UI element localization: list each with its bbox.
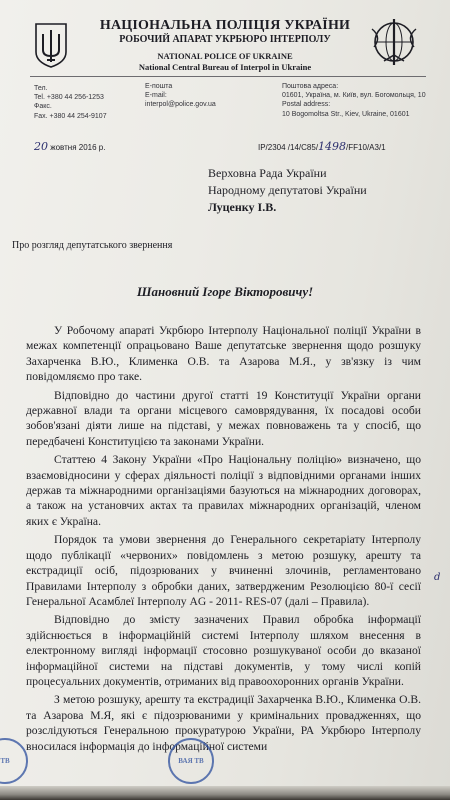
body-paragraph: Відповідно до частини другої статті 19 Конституції України органи державної влади та органи місцевого самоврядування, їх посадові особи зобов'язані діяти лише на підставі, у межах повноважень та у спосіб, що передбачені Конституцією та законами України. (26, 388, 421, 448)
letter-body (26, 323, 421, 757)
ref-prefix: IP/2304 /14/С85/ (258, 143, 319, 152)
salutation: Шановний Ігоре Вікторовичу! (136, 284, 314, 299)
letter-subject: Про розгляд депутатського звернення (12, 240, 173, 251)
date-day-handwritten: 20 (34, 140, 48, 153)
address-label: Поштова адреса: (282, 83, 339, 90)
body-paragraph: Порядок та умови звернення до Генерального секретаріату Інтерполу щодо публікації «червоних» повідомлень з метою розшуку, арешту та екстрадиції осіб, підозрюваних у вчиненні злочинів, регламентовано Правилами Інтерполу з обробки даних, затвердженим Резолюцією 80-ї сесії Генеральної Асамблеї Інтерполу AG - 2011- RES-07 (далі – Правила). (26, 533, 421, 608)
page-edge-shadow (0, 786, 450, 800)
phone-label: Тел. (34, 85, 48, 92)
recipient-line-1: Верховна Рада України (208, 166, 327, 180)
ukraine-trident-icon (34, 22, 68, 68)
org-title: НАЦІОНАЛЬНА ПОЛІЦІЯ УКРАЇНИ (99, 18, 351, 33)
address-value: 01601, Україна, м. Київ, вул. Богомольця, 10 (282, 92, 426, 100)
email-block (145, 82, 216, 110)
phone-block (34, 84, 107, 121)
margin-mark: d (434, 572, 441, 583)
body-paragraph: З метою розшуку, арешту та екстрадиції Захарченка В.Ю., Клименка О.В. та Азарова М.Я, які є підозрюваними у кримінальних провадженнях, що розслідуються Генеральною прокуратурою України, РА Укрбюро Інтерполу вносилася інформація до інформаційної системи (26, 693, 421, 753)
ref-handwritten: 1498 (318, 140, 347, 153)
interpol-emblem-icon (368, 17, 420, 67)
body-paragraph: У Робочому апараті Укрбюро Інтерполу Національної поліції України в межах компетенції опрацьовано Ваше депутатське звернення щодо розшуку Захарченка В.Ю., Клименка О.В. та Азарова М.Я., у зв'язку із чим повідомляємо про таке. (26, 324, 421, 384)
ink-stamp: ВАЯ ТВ (168, 738, 214, 784)
email-label: E-пошта (145, 83, 173, 90)
ref-suffix: /FF10/A3/1 (346, 143, 386, 152)
reference-number (258, 140, 386, 153)
letter-date (34, 140, 105, 153)
body-paragraph: Відповідно до змісту зазначених Правил обробка інформації здійснюється в інформаційній системі Інтерполу шляхом внесення в електронному вигляді інформації стосовно розшукуваної особи до вказаної інформаційної системи на підставі документів, у тому числі копій процесуальних документів, отриманих від правоохоронних органів України. (26, 613, 421, 688)
fax-value: Fax. +380 44 254-9107 (34, 112, 107, 120)
org-subtitle: РОБОЧИЙ АПАРАТ УКРБЮРО ІНТЕРПОЛУ (119, 34, 331, 45)
address-value-en: 10 Bogomoltsa Str., Kiev, Ukraine, 01601 (282, 110, 410, 118)
recipient-line-3: Луценку І.В. (208, 200, 277, 214)
phone-value: Tel. +380 44 256-1253 (34, 94, 104, 102)
ink-stamp: ТВ (0, 738, 28, 784)
recipient-line-2: Народному депутатові України (208, 183, 367, 197)
email-value: interpol@police.gov.ua (145, 101, 216, 109)
date-rest: жовтня 2016 р. (50, 143, 106, 152)
body-paragraph: Статтею 4 Закону України «Про Національну поліцію» визначено, що взаємовідносини у сферах діяльності поліції з відповідними органами інших держав та міжнародними організаціями базуються на міжнародних договорах, а також на установчих актах та правилах міжнародних організацій, членом яких є Україна. (26, 453, 421, 528)
address-label-en: Postal address: (282, 101, 331, 109)
org-title-en: NATIONAL POLICE OF UKRAINE (157, 51, 293, 61)
fax-label: Факс. (34, 103, 52, 111)
address-block (282, 82, 426, 119)
header-divider (30, 76, 426, 77)
org-subtitle-en: National Central Bureau of Interpol in Ukraine (138, 62, 312, 72)
email-label-en: E-mail: (145, 92, 167, 100)
